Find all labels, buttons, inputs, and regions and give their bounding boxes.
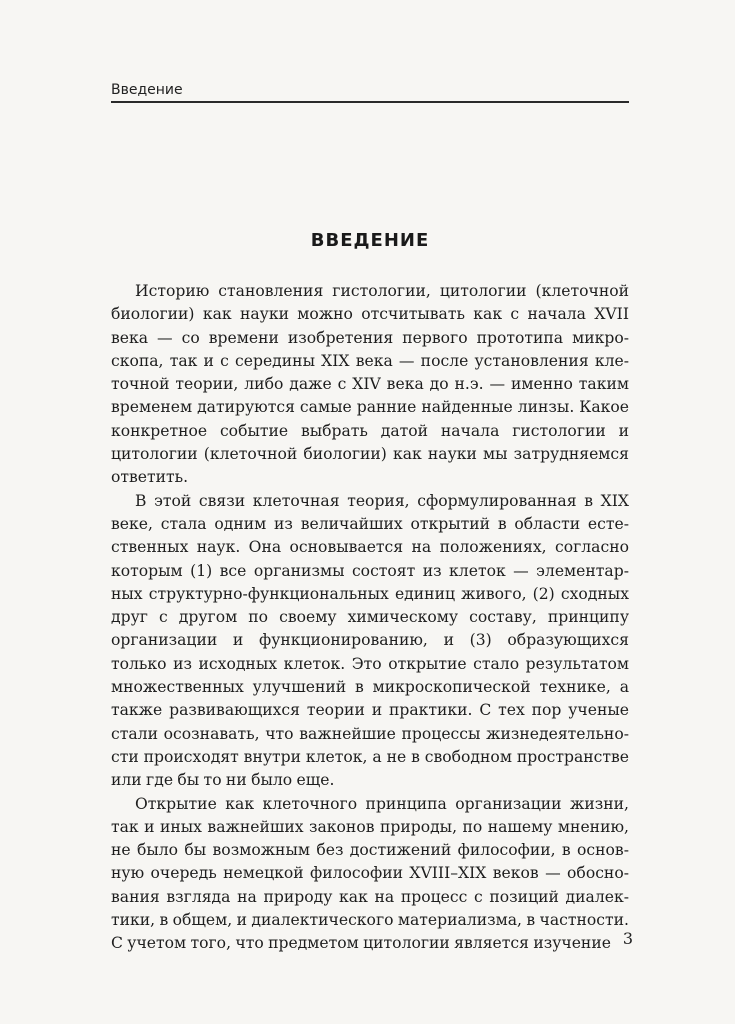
paragraph: Открытие как клеточного принципа организации жизни, так и иных важнейших законов природы, по нашему мнению, не было бы возможным без достижений философии, в основную очередь немецкой философии XVIII–XIX веков — обоснования взгляда на природу как на процесс с позиций диалектики, в общем, и диалектического материализма, в частности. С учетом того, что предметом цитологии является изучение [111,794,629,953]
chapter-title: ВВЕДЕНИЕ [310,230,430,251]
paragraph: В этой связи клеточная теория, сформулированная в XIX веке, стала одним из величайших открытий в области естественных наук. Она основывается на положениях, согласно которым (1) все организмы состоят из клеток — элементарных структурно-функциональных единиц живого, (2) сходных друг с другом по своему химическому составу, принципу организации и функционированию, и (3) образующихся только из исходных клеток. Это открытие стало результатом множественных улучшений в микроскопической технике, а также развивающихся теории и практики. С тех пор ученые стали осознавать, что важнейшие процессы жизнедеятельности происходят внутри клеток, а не в свободном пространстве или где бы то ни было еще. [111,491,629,790]
page-number: 3 [622,929,633,948]
paragraph: Историю становления гистологии, цитологии (клеточной биологии) как науки можно отсчитывать как с начала XVII века — со времени изобретения первого прототипа микроскопа, так и с середины XIX века — после установления клеточной теории, либо даже с XIV века до н.э. — именно таким временем датируются самые ранние найденные линзы. Какое конкретное событие выбрать датой начала гистологии и цитологии (клеточной биологии) как науки мы затрудняемся ответить. [111,282,629,487]
running-head: Введение [111,82,629,103]
body-text [111,280,629,956]
